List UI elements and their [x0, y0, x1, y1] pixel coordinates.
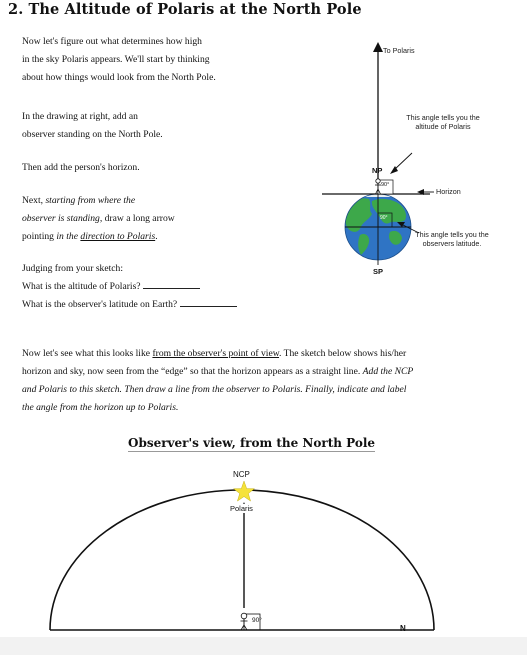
instruction-arrow-text: Next, — [22, 195, 46, 206]
question-altitude: What is the altitude of Polaris? — [22, 281, 141, 292]
south-pole-label: SP — [373, 267, 384, 276]
north-direction-label: N — [400, 624, 406, 633]
observer-para-italic-2: and Polaris to this sketch. Then draw a line from the observer to Polaris. Finally, indicate and label — [22, 384, 407, 395]
instruction-horizon: Then add the person's horizon. — [22, 162, 140, 173]
section-heading: 2. The Altitude of Polaris at the North Pole — [8, 1, 362, 18]
polaris-star-icon — [234, 481, 255, 501]
intro-line-3: about how things would look from the North Pole. — [22, 72, 216, 83]
observer-para-underlined: from the observer's point of view — [152, 348, 280, 359]
observer-para-text: Now let's see what this looks like — [22, 348, 153, 359]
instruction-arrow-italic-2: observer is standing, — [22, 213, 103, 224]
instruction-arrow-period: . — [155, 231, 158, 242]
instruction-arrow-underlined: direction to Polaris — [80, 231, 156, 242]
observer-view-title: Observer's view, from the North Pole — [128, 436, 376, 450]
north-pole-label: NP — [372, 166, 383, 175]
instruction-line-1: In the drawing at right, add an — [22, 111, 138, 122]
intro-line-2: in the sky Polaris appears. We'll start by thinking — [22, 54, 210, 65]
instruction-arrow-italic-3: in the — [56, 231, 78, 242]
instruction-arrow-text-3: pointing — [22, 231, 57, 242]
observer-para-italic: Add the NCP — [362, 366, 414, 377]
ncp-label: NCP — [233, 470, 250, 479]
latitude-angle-note: This angle tells you the observers latitude. — [415, 230, 489, 248]
instruction-arrow-italic: starting from where the — [45, 195, 136, 206]
observer-para-italic-3: the angle from the horizon up to Polaris. — [22, 402, 179, 413]
instruction-line-2: observer standing on the North Pole. — [22, 129, 163, 140]
intro-line-1: Now let's figure out what determines how high — [22, 36, 202, 47]
observer-angle-label: 90° — [252, 617, 262, 624]
instruction-arrow-text-2: draw a long arrow — [102, 213, 175, 224]
question-latitude: What is the observer's latitude on Earth? — [22, 299, 178, 310]
questions-intro: Judging from your sketch: — [22, 263, 123, 274]
altitude-angle-note: This angle tells you the altitude of Polaris — [406, 113, 480, 131]
top-angle-label: 90° — [381, 182, 390, 188]
horizon-label: Horizon — [436, 187, 461, 196]
center-angle-label: 90° — [380, 215, 388, 221]
page-bottom-edge — [0, 637, 527, 655]
observer-para-text-3: horizon and sky, now seen from the “edge” so that the horizon appears as a straight line. — [22, 366, 363, 377]
observer-para-text-2: . The sketch below shows his/her — [279, 348, 407, 359]
polaris-label: Polaris — [230, 504, 253, 513]
to-polaris-label: To Polaris — [383, 46, 415, 55]
